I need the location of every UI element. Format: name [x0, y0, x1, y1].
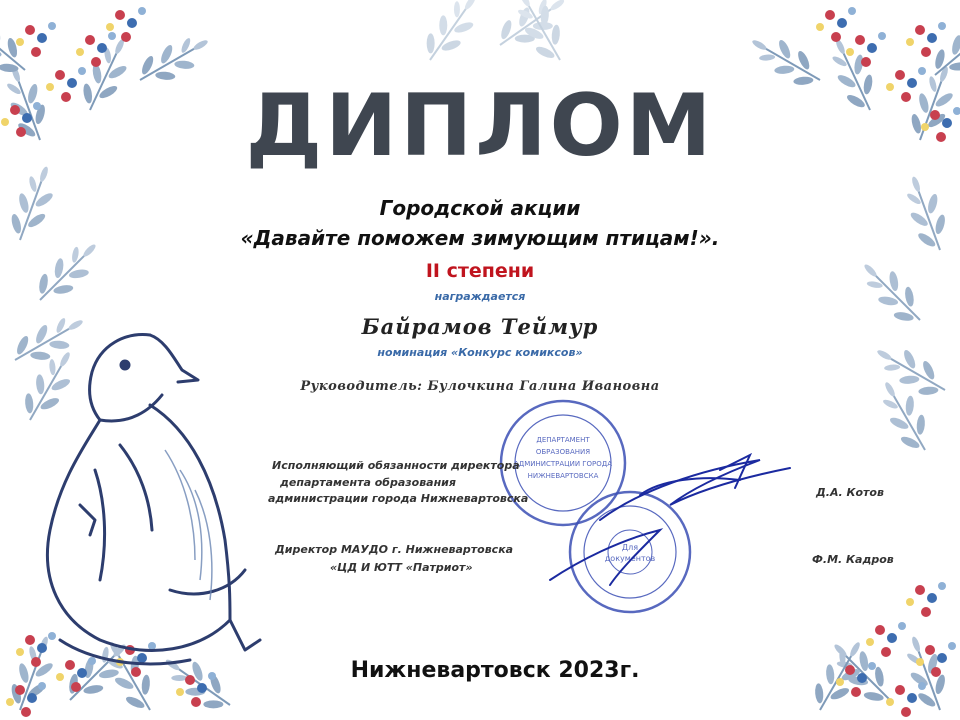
- event-line-2: «Давайте поможем зимующим птицам!».: [240, 226, 720, 250]
- svg-text:АДМИНИСТРАЦИИ ГОРОДА: АДМИНИСТРАЦИИ ГОРОДА: [513, 460, 613, 468]
- svg-text:ДЕПАРТАМЕНТ: ДЕПАРТАМЕНТ: [536, 436, 590, 444]
- signer-1-title-line-1: Исполняющий обязанности директора: [272, 459, 520, 472]
- svg-text:документов: документов: [604, 554, 656, 563]
- signer-1-name: Д.А. Котов: [816, 486, 884, 499]
- recipient-name: Байрамов Теймур: [361, 314, 599, 339]
- signer-2-title-line-2: «ЦД И ЮТТ «Патриот»: [330, 561, 473, 574]
- signer-2-title-line-1: Директор МАУДО г. Нижневартовска: [275, 543, 514, 556]
- organization-seal: [570, 492, 690, 612]
- signer-1-title-line-3: администрации города Нижневартовска: [268, 492, 529, 505]
- diploma-title: ДИПЛОМ: [245, 76, 715, 176]
- awarded-label: награждается: [434, 290, 526, 303]
- degree-label: II степени: [425, 260, 535, 282]
- signer-1-title-line-2: департамента образования: [280, 476, 456, 489]
- svg-text:ОБРАЗОВАНИЯ: ОБРАЗОВАНИЯ: [535, 448, 591, 456]
- event-line-1: Городской акции: [379, 196, 581, 220]
- svg-text:Для: Для: [621, 543, 639, 552]
- svg-text:НИЖНЕВАРТОВСКА: НИЖНЕВАРТОВСКА: [527, 472, 599, 480]
- nomination-label: номинация «Конкурс комиксов»: [377, 346, 583, 359]
- signer-2-name: Ф.М. Кадров: [812, 553, 894, 566]
- leader-line: Руководитель: Булочкина Галина Ивановна: [300, 379, 660, 394]
- footer-city-year: Нижневартовск 2023г.: [350, 658, 640, 683]
